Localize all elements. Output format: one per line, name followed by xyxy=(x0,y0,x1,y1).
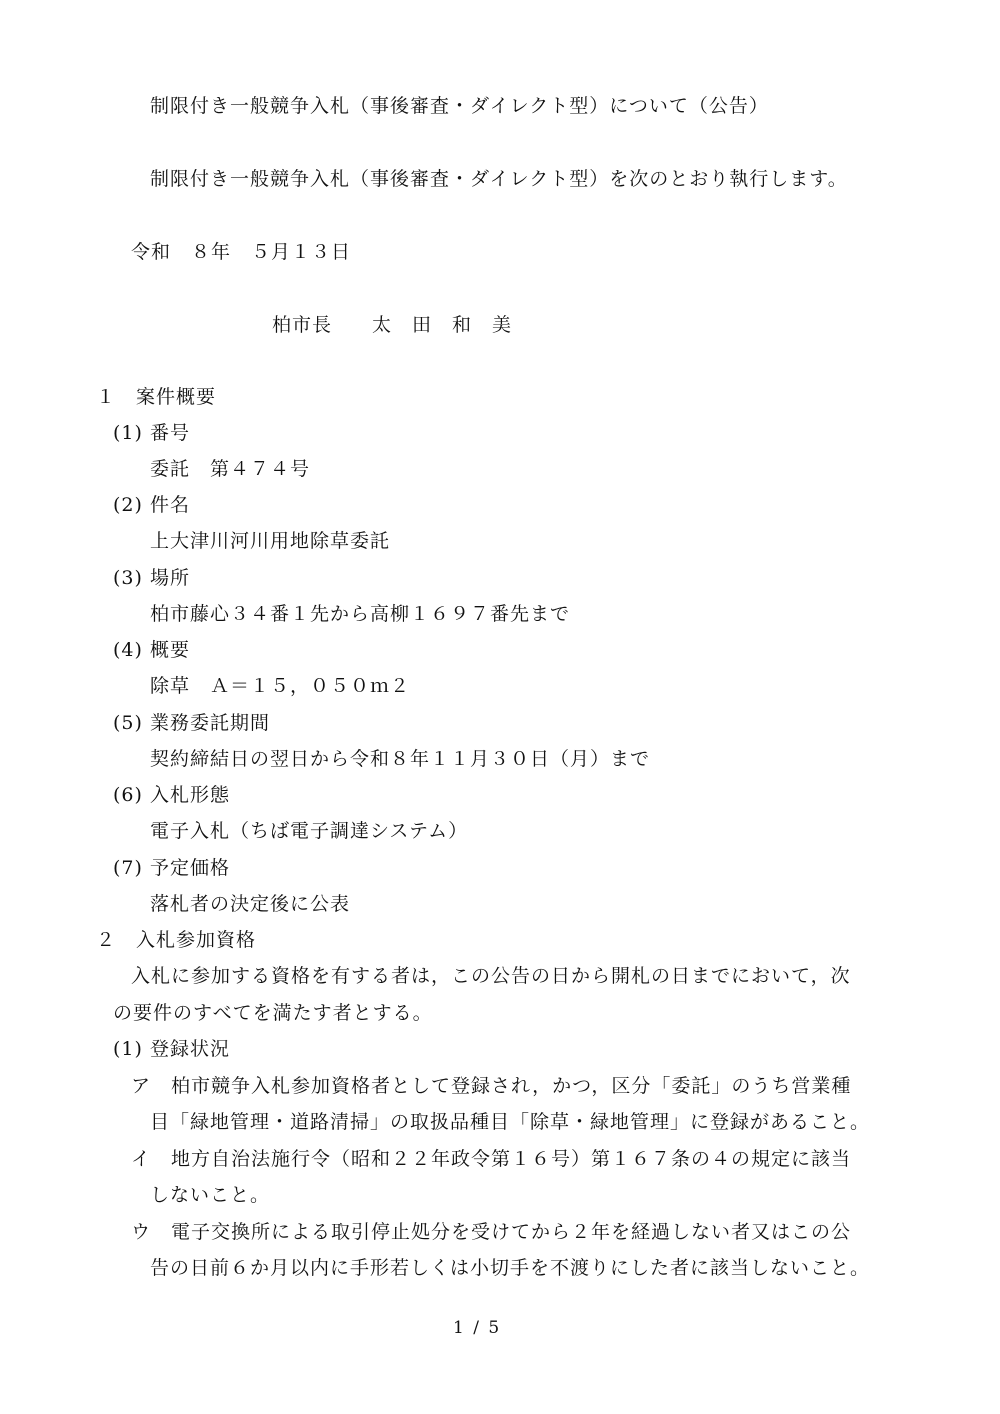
condition-u-line1: ウ 電子交換所による取引停止処分を受けてから２年を経過しない者又はこの公 xyxy=(131,1221,852,1243)
condition-i-line2: しないこと。 xyxy=(150,1184,271,1206)
item-label-name: (2) 件名 xyxy=(113,494,190,516)
item-value-summary: 除草 Ａ＝１５，０５０ｍ２ xyxy=(150,675,411,697)
item-value-number: 委託 第４７４号 xyxy=(150,458,311,480)
item-value-name: 上大津川河川用地除草委託 xyxy=(150,530,391,552)
condition-a-line2: 目「緑地管理・道路清掃」の取扱品種目「除草・緑地管理」に登録があること。 xyxy=(150,1111,871,1133)
eligibility-intro-line1: 入札に参加する資格を有する者は，この公告の日から開札の日までにおいて，次 xyxy=(131,965,851,987)
item-label-period: (5) 業務委託期間 xyxy=(113,712,270,734)
condition-i-line1: イ 地方自治法施行令（昭和２２年政令第１６号）第１６７条の４の規定に該当 xyxy=(131,1148,852,1170)
condition-u-line2: 告の日前６か月以内に手形若しくは小切手を不渡りにした者に該当しないこと。 xyxy=(150,1257,871,1279)
page-number: 1 / 5 xyxy=(453,1318,502,1338)
condition-a-line1: ア 柏市競争入札参加資格者として登録され，かつ，区分「委託」のうち営業種 xyxy=(131,1075,852,1097)
eligibility-intro-line2: の要件のすべてを満たす者とする。 xyxy=(113,1002,433,1024)
section-heading-eligibility: ２ 入札参加資格 xyxy=(96,929,257,951)
notice-title: 制限付き一般競争入札（事後審査・ダイレクト型）について（公告） xyxy=(150,95,769,117)
item-value-place: 柏市藤心３４番１先から高柳１６９７番先まで xyxy=(150,603,571,625)
section-heading-overview: １ 案件概要 xyxy=(96,386,217,408)
notice-date: 令和 ８年 ５月１３日 xyxy=(131,241,352,263)
item-label-place: (3) 場所 xyxy=(113,567,190,589)
sub-label-registration: (1) 登録状況 xyxy=(113,1038,230,1060)
intro-text: 制限付き一般競争入札（事後審査・ダイレクト型）を次のとおり執行します。 xyxy=(150,168,848,190)
item-label-number: (1) 番号 xyxy=(113,422,190,444)
item-value-period: 契約締結日の翌日から令和８年１１月３０日（月）まで xyxy=(150,748,651,770)
item-value-price: 落札者の決定後に公表 xyxy=(150,893,351,915)
issuer-name: 柏市長 太 田 和 美 xyxy=(272,314,513,336)
item-label-price: (7) 予定価格 xyxy=(113,857,230,879)
item-label-bid-type: (6) 入札形態 xyxy=(113,784,230,806)
item-value-bid-type: 電子入札（ちば電子調達システム） xyxy=(150,820,469,842)
item-label-summary: (4) 概要 xyxy=(113,639,190,661)
